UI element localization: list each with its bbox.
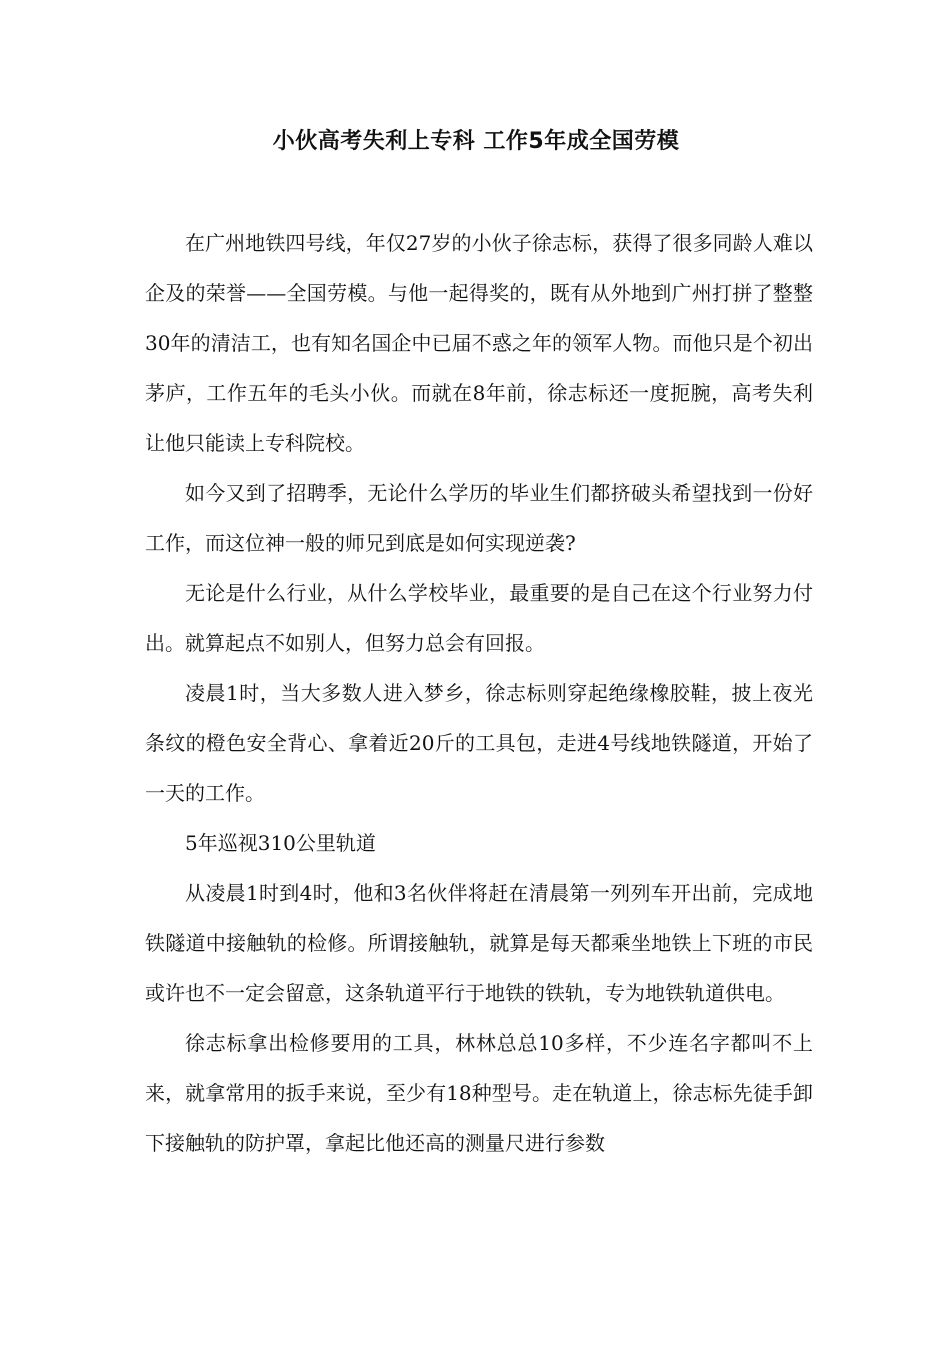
paragraph: 从凌晨1时到4时，他和3名伙伴将赶在清晨第一列列车开出前，完成地铁隧道中接触轨的检修。所谓接触轨，就算是每天都乘坐地铁上下班的市民或许也不一定会留意，这条轨道平行于地铁的铁轨，专为地铁轨道供电。: [145, 881, 813, 1005]
paragraph: 如今又到了招聘季，无论什么学历的毕业生们都挤破头希望找到一份好工作，而这位神一般的师兄到底是如何实现逆袭?: [145, 481, 813, 555]
document-title: 小伙高考失利上专科 工作5年成全国劳模: [272, 129, 680, 154]
paragraph: 在广州地铁四号线，年仅27岁的小伙子徐志标，获得了很多同龄人难以企及的荣誉——全国劳模。与他一起得奖的，既有从外地到广州打拼了整整30年的清洁工，也有知名国企中已届不惑之年的领军人物。而他只是个初出茅庐，工作五年的毛头小伙。而就在8年前，徐志标还一度扼腕，高考失利让他只能读上专科院校。: [145, 231, 813, 455]
section-subheading: 5年巡视310公里轨道: [185, 831, 376, 855]
paragraph: 无论是什么行业，从什么学校毕业，最重要的是自己在这个行业努力付出。就算起点不如别人，但努力总会有回报。: [145, 581, 813, 655]
article-body: [145, 218, 813, 1168]
paragraph: 凌晨1时，当大多数人进入梦乡，徐志标则穿起绝缘橡胶鞋，披上夜光条纹的橙色安全背心、拿着近20斤的工具包，走进4号线地铁隧道，开始了一天的工作。: [145, 681, 813, 805]
paragraph: 徐志标拿出检修要用的工具，林林总总10多样，不少连名字都叫不上来，就拿常用的扳手来说，至少有18种型号。走在轨道上，徐志标先徒手卸下接触轨的防护罩，拿起比他还高的测量尺进行参数: [145, 1031, 813, 1155]
